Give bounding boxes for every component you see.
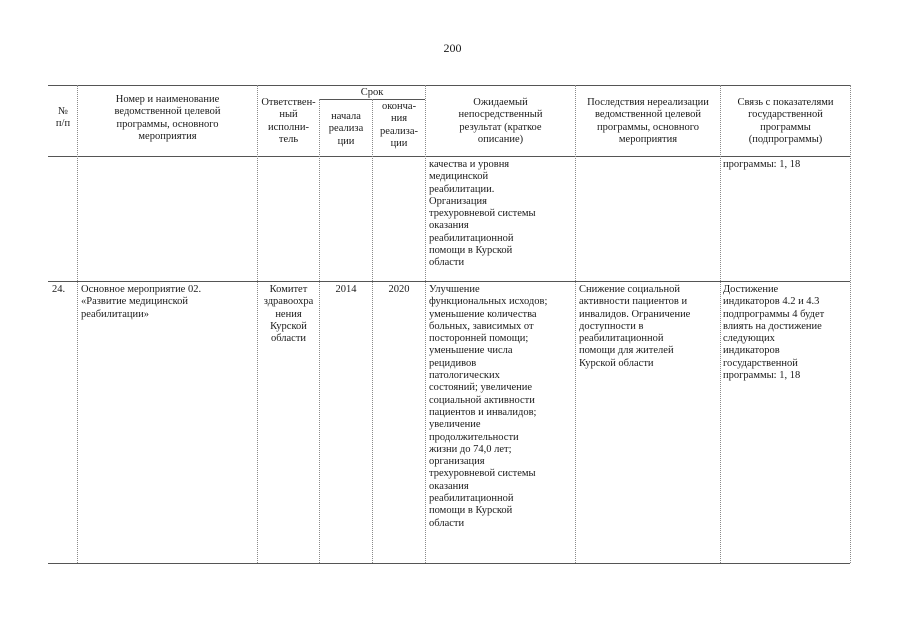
header-text: программы, основного <box>116 118 219 130</box>
text: индикаторов 4.2 и 4.3 <box>723 296 820 308</box>
text: Курской <box>270 320 307 332</box>
text: состояний; увеличение <box>429 382 533 394</box>
header-text: ции <box>390 137 408 149</box>
text: активности пациентов и <box>579 296 688 308</box>
header-text: тель <box>278 133 299 145</box>
header-text: Ответствен- <box>261 97 316 108</box>
header-text: начала <box>331 111 361 122</box>
text: уменьшение количества <box>429 308 537 320</box>
row-link <box>723 284 847 382</box>
text: реабилитационной <box>579 333 664 345</box>
text: государственной <box>723 357 798 369</box>
header-end <box>373 101 425 150</box>
table-top-rule <box>48 85 850 86</box>
text: больных, зависимых от <box>429 320 534 332</box>
justified-line <box>429 159 572 171</box>
column-divider <box>850 85 851 563</box>
text: следующих <box>723 333 775 345</box>
header-text: реализа- <box>380 125 418 137</box>
text: посторонней помощи; <box>429 333 529 345</box>
row-separator-rule <box>48 281 850 282</box>
header-text: ния <box>390 113 408 125</box>
row-name <box>81 284 254 321</box>
continuation-result <box>429 159 572 270</box>
header-text: ведомственной целевой <box>595 109 701 121</box>
page-number: 200 <box>443 41 462 55</box>
text: влиять на достижение <box>723 320 822 332</box>
header-name <box>80 94 255 143</box>
header-term: Срок <box>360 87 384 98</box>
header-text: исполни- <box>268 121 309 133</box>
text: трехуровневой системы <box>429 468 536 480</box>
text: пациентов и инвалидов; <box>429 406 537 418</box>
row-responsible <box>258 284 319 345</box>
text: патологических <box>429 370 500 382</box>
row-end-year: 2020 <box>388 284 410 295</box>
row-result <box>429 284 572 530</box>
text: оказания <box>429 220 469 232</box>
text: реабилитационной <box>429 232 514 244</box>
row-consequences <box>579 284 717 370</box>
text: продолжительности <box>429 431 519 443</box>
column-divider <box>425 85 426 563</box>
header-text: реализа <box>328 123 364 135</box>
header-text: ный <box>279 109 298 121</box>
text: инвалидов. Ограничение <box>579 308 691 320</box>
header-result <box>426 97 575 146</box>
text: Снижение социальной <box>579 284 680 295</box>
header-link <box>721 97 850 146</box>
text: реабилитационной <box>429 493 514 505</box>
text: реабилитации. <box>429 183 495 195</box>
continuation-link <box>723 159 847 171</box>
text: организация <box>429 456 485 468</box>
text: Организация <box>429 195 487 207</box>
header-text: п/п <box>55 118 71 130</box>
column-divider <box>77 85 78 563</box>
header-text: Номер и наименование <box>115 94 220 105</box>
column-divider <box>720 85 721 563</box>
text: программы: 1, 18 <box>723 370 801 382</box>
text: качества и уровня <box>429 159 510 170</box>
text: нения <box>275 308 302 320</box>
text: индикаторов <box>723 345 780 357</box>
text: функциональных исходов; <box>429 296 548 308</box>
text: социальной активности <box>429 394 535 406</box>
header-text: ведомственной целевой <box>114 106 221 118</box>
header-text: программы <box>760 121 811 133</box>
text: помощи в Курской <box>429 505 513 517</box>
header-text: Связь с показателями <box>737 97 834 108</box>
header-text: мероприятия <box>138 130 197 142</box>
text: Комитет <box>269 284 308 295</box>
header-text: Последствия нереализации <box>587 97 709 108</box>
text: увеличение <box>429 419 481 431</box>
header-start <box>320 111 372 148</box>
header-responsible <box>258 97 319 146</box>
text: трехуровневой системы <box>429 208 536 220</box>
column-divider <box>575 85 576 563</box>
text: области <box>429 257 465 269</box>
text: здравоохра <box>263 296 314 308</box>
header-text: (подпрограммы) <box>748 133 823 145</box>
header-text: мероприятия <box>618 133 678 145</box>
text: реабилитации» <box>81 308 150 320</box>
row-num: 24. <box>52 284 66 295</box>
text: «Развитие медицинской <box>81 296 189 308</box>
text: Достижение <box>723 284 779 295</box>
header-num <box>50 106 76 131</box>
header-text: № <box>57 106 69 117</box>
table-bottom-rule <box>48 563 850 564</box>
header-text: оконча- <box>381 101 417 112</box>
text: помощи в Курской <box>429 245 513 257</box>
header-text: описание) <box>477 133 524 145</box>
text: области <box>429 517 465 529</box>
row-start-year: 2014 <box>335 284 357 295</box>
header-text: государственной <box>748 109 823 121</box>
header-text: результат (краткое <box>459 121 542 133</box>
text: уменьшение числа <box>429 345 513 357</box>
text: Улучшение <box>429 284 480 295</box>
text: доступности в <box>579 320 644 332</box>
header-text: непосредственный <box>458 109 543 121</box>
text: жизни до 74,0 лет; <box>429 443 512 455</box>
header-text: ции <box>337 135 355 147</box>
text: Основное мероприятие 02. <box>81 284 202 295</box>
text: подпрограммы 4 будет <box>723 308 825 320</box>
text: помощи для жителей <box>579 345 674 357</box>
text: Курской области <box>579 357 654 369</box>
text: области <box>270 333 307 345</box>
text: медицинской <box>429 171 489 183</box>
text: программы: 1, 18 <box>723 159 801 170</box>
column-divider <box>372 99 373 563</box>
text: рецидивов <box>429 357 477 369</box>
header-text: Ожидаемый <box>473 97 528 108</box>
header-bottom-rule <box>48 156 850 157</box>
header-text: программы, основного <box>596 121 700 133</box>
header-consequences <box>576 97 720 146</box>
column-divider <box>319 99 320 563</box>
text: оказания <box>429 480 469 492</box>
